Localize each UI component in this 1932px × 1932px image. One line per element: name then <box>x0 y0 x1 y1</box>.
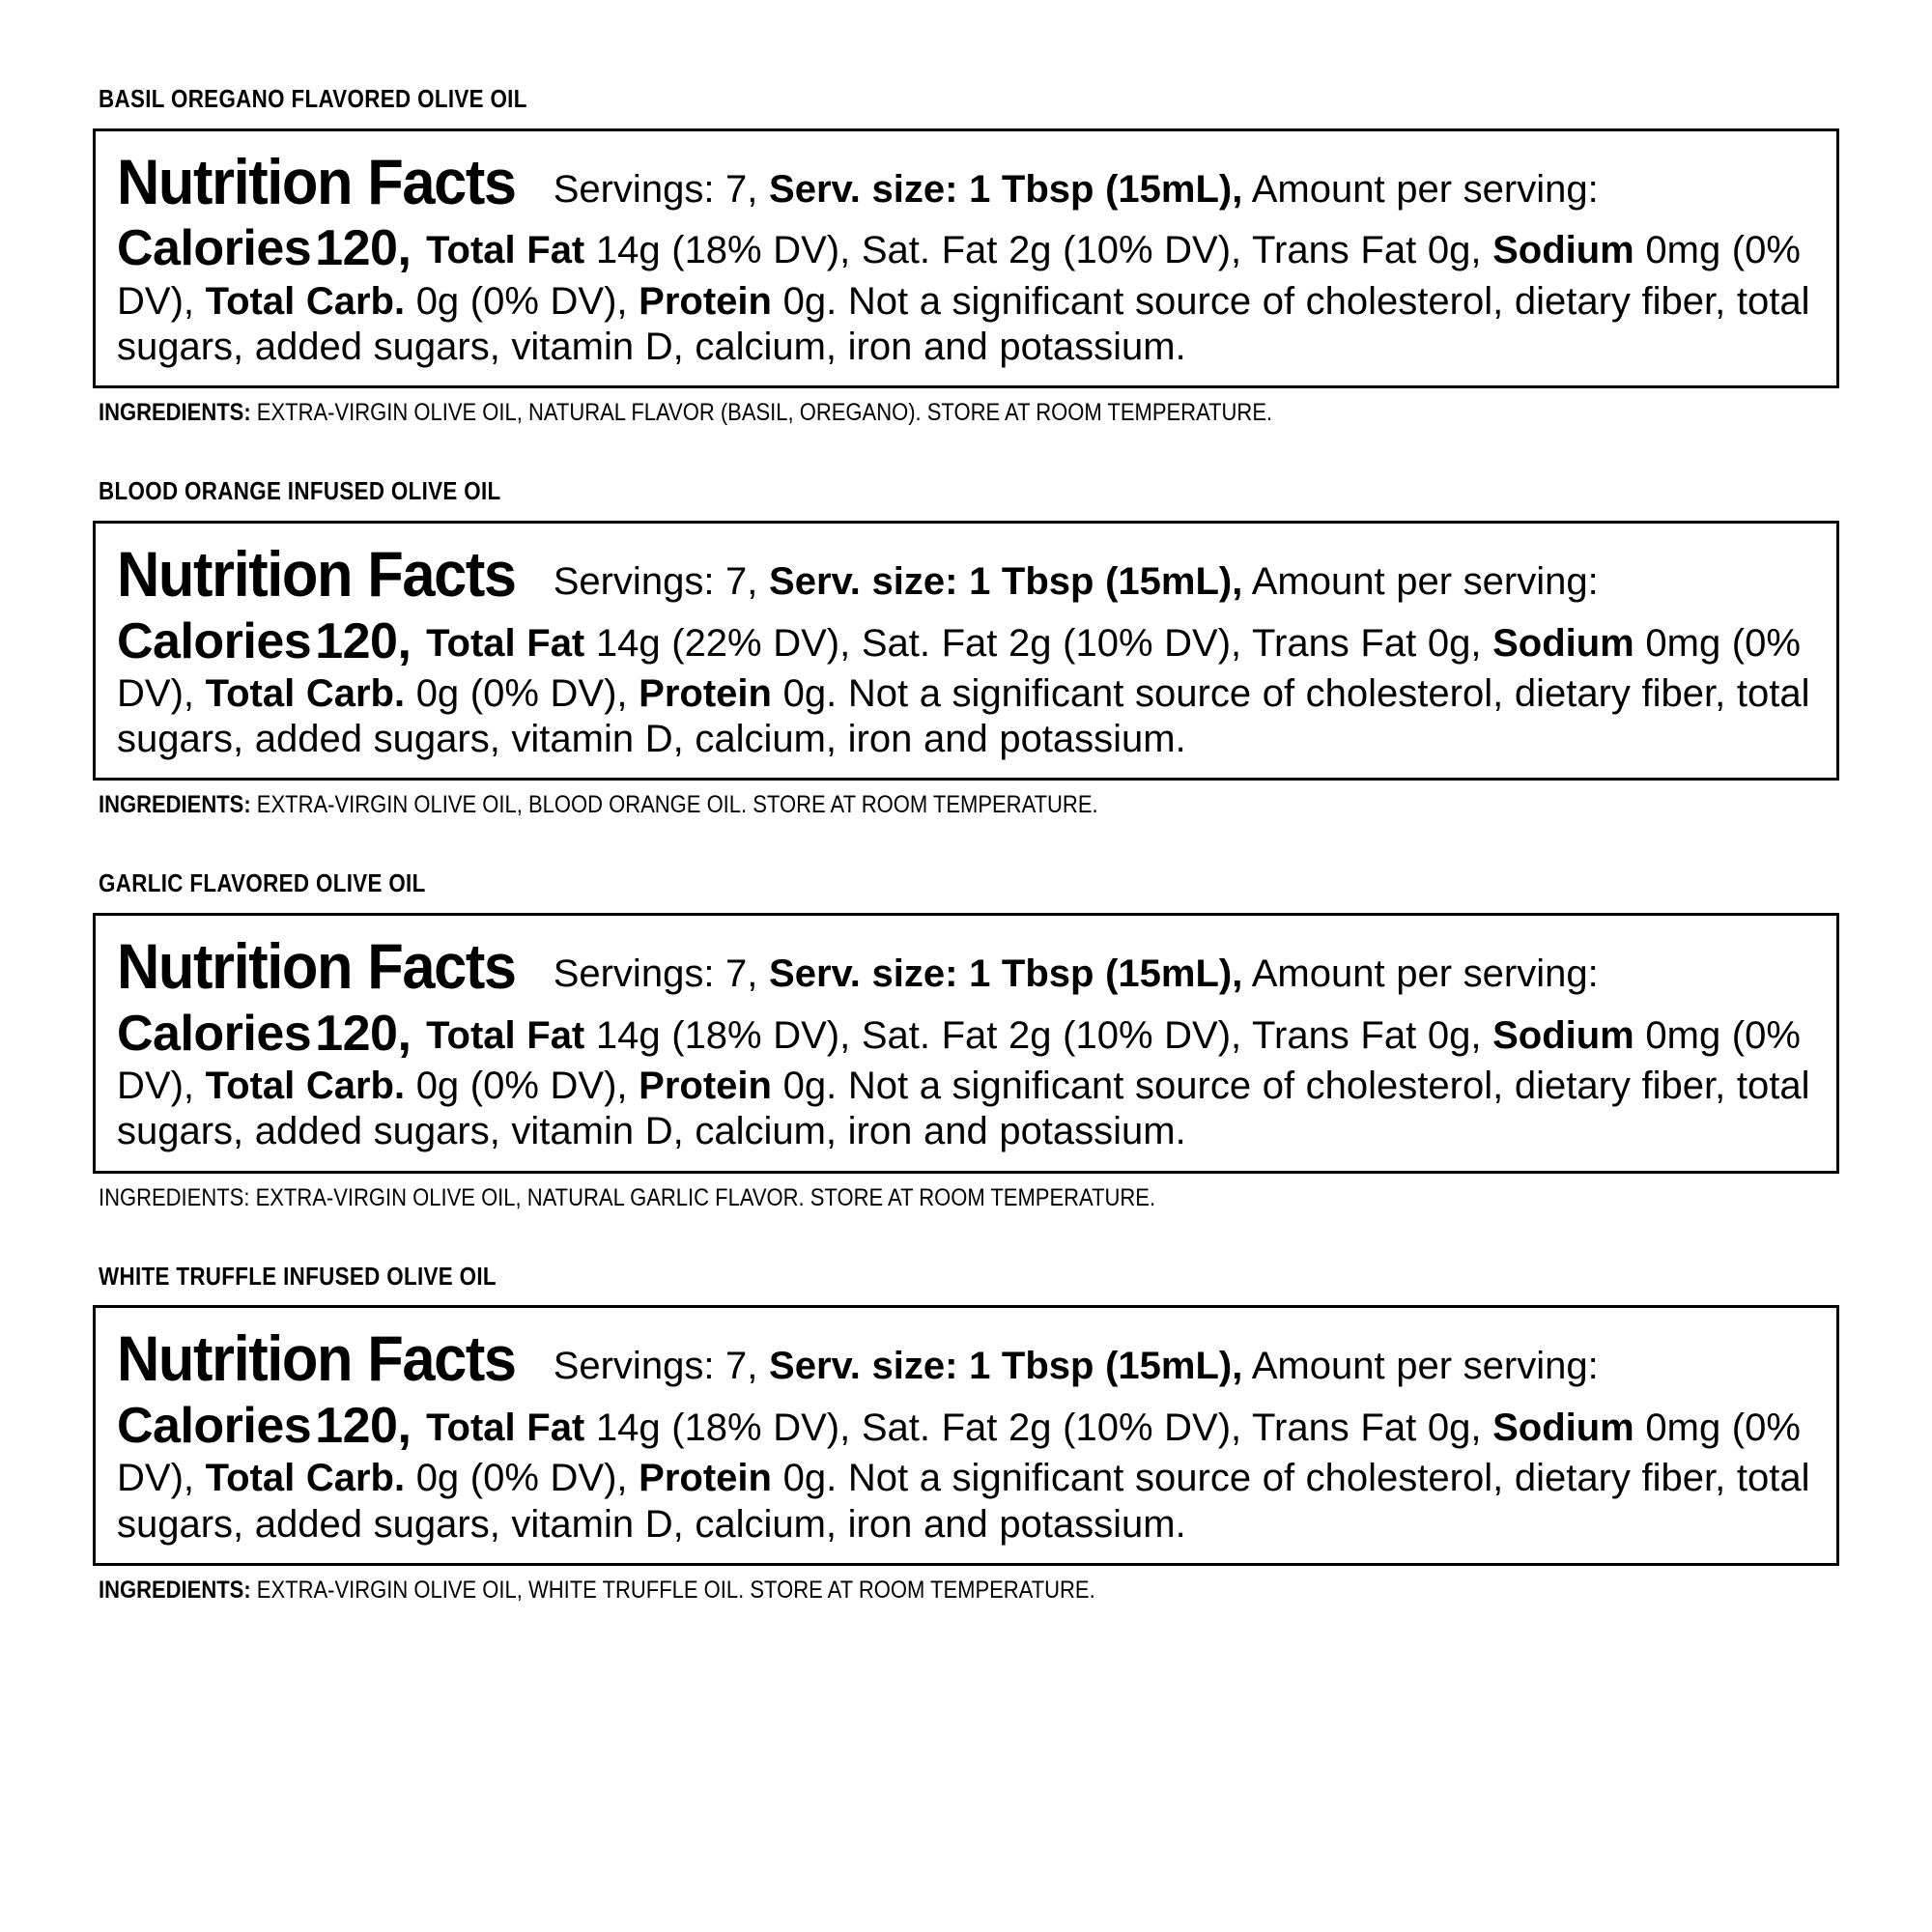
nutrition-facts-heading: Nutrition Facts <box>117 145 516 217</box>
ingredients-line <box>99 1576 1631 1605</box>
ingredients-line <box>99 790 1631 819</box>
not-significant-source-note: Not a significant source of cholesterol, dietary fiber, total sugars, added sugars, vitamin D, calcium, iron and potassium. <box>117 1065 1810 1153</box>
ingredients-label: INGREDIENTS: <box>99 1183 250 1211</box>
calories-label: Calories <box>117 220 312 277</box>
nutrition-facts-heading: Nutrition Facts <box>117 930 516 1002</box>
trans-fat-label: Trans Fat <box>1252 1013 1417 1057</box>
total-carb-value: 0g (0% DV), <box>415 1457 628 1500</box>
calories-label: Calories <box>117 1005 312 1062</box>
calories-value: 120, <box>315 612 412 669</box>
nutrition-facts-box <box>93 1305 1839 1566</box>
servings-value: Servings: 7, <box>553 167 758 211</box>
nutrition-facts-text <box>117 929 1815 1155</box>
ingredients-text: EXTRA-VIRGIN OLIVE OIL, WHITE TRUFFLE OIL. STORE AT ROOM TEMPERATURE. <box>256 1576 1095 1604</box>
sodium-value: 0mg (0% DV), <box>117 1013 1801 1108</box>
servings-value: Servings: 7, <box>553 559 758 603</box>
calories-label: Calories <box>117 612 312 669</box>
trans-fat-value: 0g, <box>1427 1013 1482 1057</box>
serving-size-value: Serv. size: 1 Tbsp (15mL), <box>769 167 1243 211</box>
nutrition-panel <box>93 477 1839 819</box>
total-carb-value: 0g (0% DV), <box>415 672 628 716</box>
trans-fat-label: Trans Fat <box>1252 621 1417 665</box>
sat-fat-label: Sat. Fat <box>861 229 998 272</box>
trans-fat-label: Trans Fat <box>1252 229 1417 272</box>
product-title: BASIL OREGANO FLAVORED OLIVE OIL <box>99 84 527 113</box>
sat-fat-label: Sat. Fat <box>861 1406 998 1450</box>
protein-value: 0g. <box>782 672 838 716</box>
sodium-label: Sodium <box>1492 1406 1634 1450</box>
not-significant-source-note: Not a significant source of cholesterol, dietary fiber, total sugars, added sugars, vitamin D, calcium, iron and potassium. <box>117 1457 1810 1546</box>
servings-value: Servings: 7, <box>553 952 758 995</box>
amount-per-serving-label: Amount per serving: <box>1251 1345 1599 1388</box>
total-fat-label: Total Fat <box>426 1013 585 1057</box>
ingredients-line <box>99 1183 1631 1212</box>
sodium-value: 0mg (0% DV), <box>117 229 1801 323</box>
sodium-value: 0mg (0% DV), <box>117 621 1801 716</box>
total-fat-label: Total Fat <box>426 621 585 665</box>
sodium-label: Sodium <box>1492 229 1634 272</box>
calories-label: Calories <box>117 1398 312 1455</box>
serving-size-value: Serv. size: 1 Tbsp (15mL), <box>769 952 1243 995</box>
total-fat-value: 14g (18% DV), <box>595 1013 851 1057</box>
sat-fat-value: 2g (10% DV), <box>1009 1013 1242 1057</box>
nutrition-panel <box>93 85 1839 427</box>
servings-value: Servings: 7, <box>553 1345 758 1388</box>
total-carb-value: 0g (0% DV), <box>415 1065 628 1108</box>
protein-label: Protein <box>639 1457 772 1500</box>
total-carb-value: 0g (0% DV), <box>415 279 628 323</box>
nutrition-panel <box>93 1263 1839 1605</box>
trans-fat-value: 0g, <box>1427 229 1482 272</box>
product-title: BLOOD ORANGE INFUSED OLIVE OIL <box>99 476 501 506</box>
protein-value: 0g. <box>782 1065 838 1108</box>
nutrition-facts-heading: Nutrition Facts <box>117 537 516 610</box>
protein-label: Protein <box>639 672 772 716</box>
ingredients-label: INGREDIENTS: <box>99 791 251 819</box>
ingredients-text: EXTRA-VIRGIN OLIVE OIL, BLOOD ORANGE OIL. STORE AT ROOM TEMPERATURE. <box>256 791 1098 819</box>
sodium-value: 0mg (0% DV), <box>117 1406 1801 1500</box>
ingredients-text: EXTRA-VIRGIN OLIVE OIL, NATURAL FLAVOR (BASIL, OREGANO). STORE AT ROOM TEMPERATURE. <box>256 399 1273 427</box>
nutrition-facts-heading: Nutrition Facts <box>117 1322 516 1395</box>
total-fat-label: Total Fat <box>426 229 585 272</box>
calories-value: 120, <box>315 1398 412 1455</box>
total-fat-value: 14g (22% DV), <box>595 621 851 665</box>
nutrition-facts-text <box>117 1321 1815 1548</box>
nutrition-facts-box <box>93 128 1839 389</box>
serving-size-value: Serv. size: 1 Tbsp (15mL), <box>769 1345 1243 1388</box>
product-title: WHITE TRUFFLE INFUSED OLIVE OIL <box>99 1261 497 1291</box>
sat-fat-value: 2g (10% DV), <box>1009 1406 1242 1450</box>
total-carb-label: Total Carb. <box>205 279 406 323</box>
serving-size-value: Serv. size: 1 Tbsp (15mL), <box>769 559 1243 603</box>
ingredients-text: EXTRA-VIRGIN OLIVE OIL, NATURAL GARLIC FLAVOR. STORE AT ROOM TEMPERATURE. <box>255 1183 1156 1211</box>
ingredients-label: INGREDIENTS: <box>99 1576 251 1604</box>
nutrition-facts-box <box>93 521 1839 781</box>
nutrition-facts-text <box>117 145 1815 371</box>
nutrition-facts-text <box>117 537 1815 763</box>
total-fat-value: 14g (18% DV), <box>595 229 851 272</box>
calories-value: 120, <box>315 1005 412 1062</box>
nutrition-facts-box <box>93 913 1839 1174</box>
protein-value: 0g. <box>782 1457 838 1500</box>
nutrition-panel <box>93 869 1839 1211</box>
amount-per-serving-label: Amount per serving: <box>1251 559 1599 603</box>
product-title: GARLIC FLAVORED OLIVE OIL <box>99 868 426 898</box>
protein-label: Protein <box>639 279 772 323</box>
sat-fat-value: 2g (10% DV), <box>1009 229 1242 272</box>
total-fat-label: Total Fat <box>426 1406 585 1450</box>
ingredients-label: INGREDIENTS: <box>99 399 251 427</box>
protein-value: 0g. <box>782 279 838 323</box>
sat-fat-value: 2g (10% DV), <box>1009 621 1242 665</box>
protein-label: Protein <box>639 1065 772 1108</box>
sat-fat-label: Sat. Fat <box>861 621 998 665</box>
amount-per-serving-label: Amount per serving: <box>1251 952 1599 995</box>
sodium-label: Sodium <box>1492 621 1634 665</box>
total-fat-value: 14g (18% DV), <box>595 1406 851 1450</box>
total-carb-label: Total Carb. <box>205 1065 406 1108</box>
not-significant-source-note: Not a significant source of cholesterol, dietary fiber, total sugars, added sugars, vitamin D, calcium, iron and potassium. <box>117 672 1810 761</box>
amount-per-serving-label: Amount per serving: <box>1251 167 1599 211</box>
trans-fat-value: 0g, <box>1427 621 1482 665</box>
total-carb-label: Total Carb. <box>205 1457 406 1500</box>
trans-fat-label: Trans Fat <box>1252 1406 1417 1450</box>
trans-fat-value: 0g, <box>1427 1406 1482 1450</box>
sat-fat-label: Sat. Fat <box>861 1013 998 1057</box>
calories-value: 120, <box>315 220 412 277</box>
sodium-label: Sodium <box>1492 1013 1634 1057</box>
ingredients-line <box>99 398 1631 427</box>
total-carb-label: Total Carb. <box>205 672 406 716</box>
not-significant-source-note: Not a significant source of cholesterol, dietary fiber, total sugars, added sugars, vitamin D, calcium, iron and potassium. <box>117 279 1810 369</box>
